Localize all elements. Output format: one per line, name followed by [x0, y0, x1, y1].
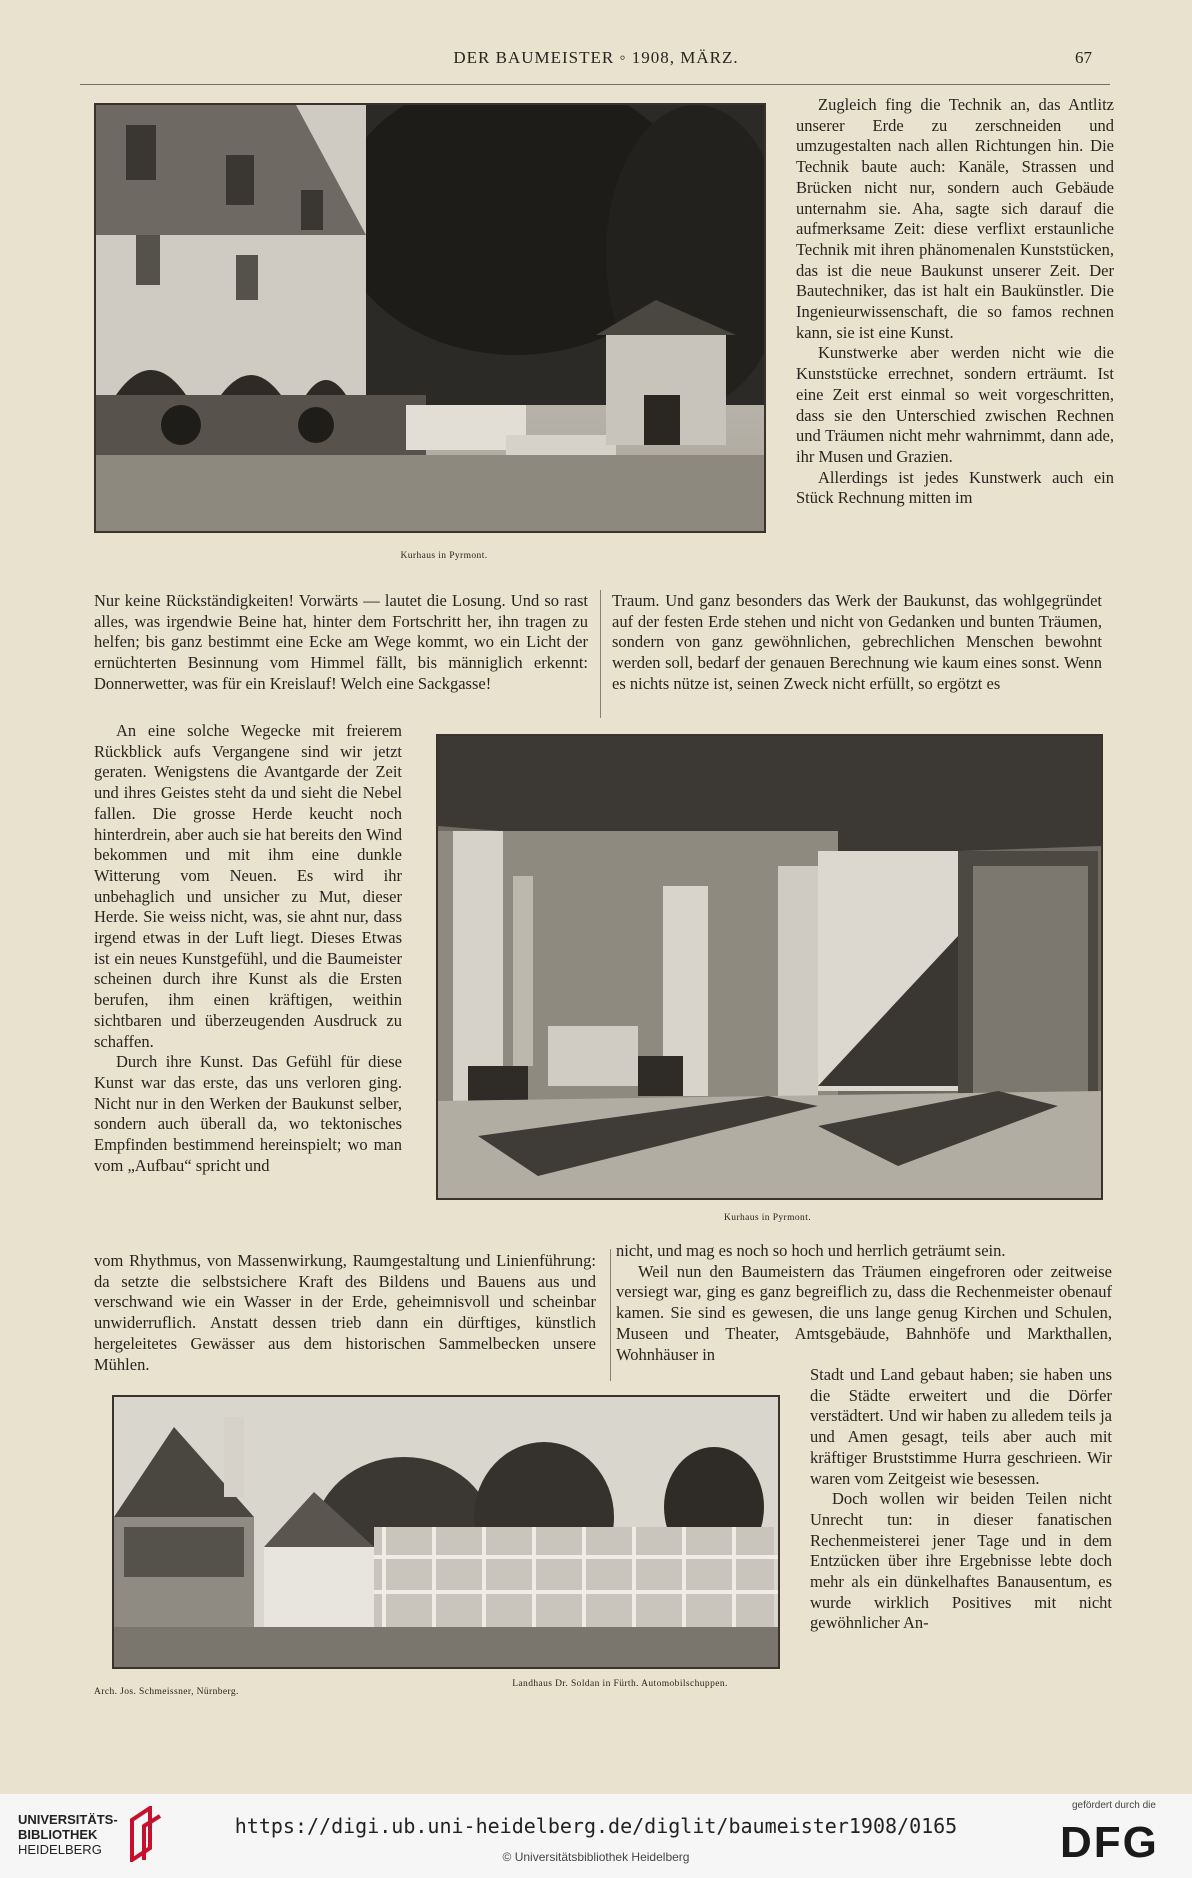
dfg-logo: DFG [1060, 1818, 1159, 1867]
photo-landhaus-soldan [112, 1395, 780, 1669]
column-divider [610, 1249, 611, 1381]
paragraph: Allerdings ist jedes Kunstwerk auch ein Stück Rechnung mitten im [796, 467, 1114, 508]
text-right-column [796, 95, 1114, 509]
paragraph: Durch ihre Kunst. Das Gefühl für diese Kunst war das erste, das uns verloren ging. Nicht nur in den Werken der Baukunst selber, sondern auch überall da, wo tektonisches Empfinden bestimmend hereinspielt; wo man vom „Aufbau“ spricht und [94, 1052, 402, 1175]
text-lower-right [616, 1241, 1112, 1365]
photo-kurhaus-exterior-image [96, 105, 764, 531]
funding-note: gefördert durch die [1072, 1800, 1156, 1811]
caption-fig3-title: Landhaus Dr. Soldan in Fürth. Automobilschuppen. [512, 1679, 728, 1689]
text-lower-left: vom Rhythmus, von Massenwirkung, Raumgestaltung und Linienführung: da setzte die selbstsichere Kraft des Bildens und Bauens aus und verschwand wie ein Wasser in der Erde, geheimnisvoll und scheinbar unwiderruflich. Anstatt dessen trieb dann ein dürftiges, künstlich hergeleitetes Gewässer aus dem historischen Sammelbecken unsere Mühlen. [94, 1251, 596, 1374]
paragraph: Stadt und Land gebaut haben; sie haben uns die Städte erweitert und die Dörfer verstädtert. Und wir haben zu alledem teils ja und Amen gesagt, teils aber auch mit kräftiger Bruststimme Hurra geschrieen. Wir waren vom Zeitgeist wie besessen. [810, 1365, 1112, 1488]
column-divider [600, 590, 601, 718]
photo-kurhaus-interior [436, 734, 1103, 1200]
paragraph: An eine solche Wegecke mit freierem Rückblick aufs Vergangene sind wir jetzt geraten. Wenigstens die Avantgarde der Zeit und ihres Geistes steht da und sieht die Nebel fallen. Die grosse Herde keucht noch hinterdrein, aber auch sie hat bereits den Wind bekommen und mit ihm eine dunkle Witterung vom Neuen. Es wird ihr unbehaglich und unsicher zu Mut, dieser Herde. Sie weiss nicht, was, sie ahnt nur, dass irgend etwas in der Luft liegt. Dieses Etwas ist ein neues Kunstgefühl, und die Baumeister scheinen durch ihre Kunst als die Ersten berufen, ihm einen kräftigen, weithin sichtbaren und überzeugenden Ausdruck zu schaffen. [94, 721, 402, 1051]
photo-kurhaus-interior-image [438, 736, 1101, 1198]
permalink-url[interactable]: https://digi.ub.uni-heidelberg.de/diglit/baumeister1908/0165 [234, 1814, 958, 1838]
library-line2: BIBLIOTHEK [18, 1827, 98, 1842]
paragraph: Doch wollen wir beiden Teilen nicht Unrecht tun: in dieser fanatischen Rechenmeisterei jener Tage und in dem Entzücken über ihre Ergebnisse lebte doch mehr als ein dünkelhaftes Banausentum, es wurde wirklich Positives mit nicht gewöhnlicher An- [810, 1489, 1112, 1633]
caption-fig1: Kurhaus in Pyrmont. [400, 551, 488, 561]
paragraph: Kunstwerke aber werden nicht wie die Kunststücke errechnet, sondern erträumt. Ist eine Zeit erst einmal so weit vorgeschritten, dass sie den Unterschied zwischen Rechnen und Träumen nicht mehr wahrnimmt, dann ade, ihr Musen und Grazien. [796, 343, 1114, 466]
text-mid-left: Nur keine Rückständigkeiten! Vorwärts — lautet die Losung. Und so rast alles, was irgendwie Beine hat, hinter dem Fortschritt her, ihn tragen zu helfen; bis ganz bestimmt eine Ecke am Wege kommt, wo ein Licht der ernüchterten Besinnung vom Himmel fällt, bis männiglich erkennt: Donnerwetter, was für ein Kreislauf! Welch eine Sackgasse! [94, 591, 588, 693]
caption-fig3-architect: Arch. Jos. Schmeissner, Nürnberg. [94, 1687, 239, 1697]
text-left-narrow [94, 721, 402, 1176]
header-rule [80, 84, 1110, 85]
page-number: 67 [1075, 48, 1092, 67]
paragraph: Weil nun den Baumeistern das Träumen eingefroren oder zeitweise versiegt war, ging es ganz begreiflich zu, dass die Rechenmeister obenauf kamen. Sie sind es gewesen, die uns lange genug Kirchen und Schulen, Museen und Theater, Amtsgebäude, Bahnhöfe und Markthallen, Wohnhäuser in [616, 1261, 1112, 1364]
photo-landhaus-soldan-image [114, 1397, 778, 1667]
photo-kurhaus-exterior [94, 103, 766, 533]
copyright-notice: © Universitätsbibliothek Heidelberg [502, 1850, 690, 1864]
text-mid-right: Traum. Und ganz besonders das Werk der Baukunst, das wohlgegründet auf der festen Erde stehen und nicht von Gedanken und bunten Träumen, sondern von ganz gewöhnlichen, gebrechlichen Menschen bewohnt werden soll, bedarf der genauen Berechnung wie kaum eines sonst. Wenn es nichts nütze ist, seinen Zweck nicht erfüllt, so ergötzt es [612, 591, 1102, 693]
paragraph: Zugleich fing die Technik an, das Antlitz unserer Erde zu zerschneiden und umzugestalten nach allen Richtungen hin. Die Technik baute auch: Kanäle, Strassen und Brücken nicht nur, sondern auch Gebäude unternahm sie. Aha, sagte sich darauf die aufmerksame Zeit: diese verflixt erstaunliche Technik mit ihren phänomenalen Kunststücken, das ist die neue Baukunst unserer Zeit. Der Bautechniker, das ist halt ein Baukünstler. Die Ingenieurwissenschaft, die so famos rechnen kann, sie ist eine Kunst. [796, 95, 1114, 342]
library-line1: UNIVERSITÄTS- [18, 1812, 118, 1827]
running-header: DER BAUMEISTER ◦ 1908, MÄRZ. [453, 48, 739, 67]
caption-fig2: Kurhaus in Pyrmont. [723, 1213, 812, 1223]
library-line3: HEIDELBERG [18, 1842, 102, 1857]
paragraph: nicht, und mag es noch so hoch und herrlich geträumt sein. [616, 1241, 1006, 1260]
text-bottom-right-narrow [810, 1365, 1112, 1634]
